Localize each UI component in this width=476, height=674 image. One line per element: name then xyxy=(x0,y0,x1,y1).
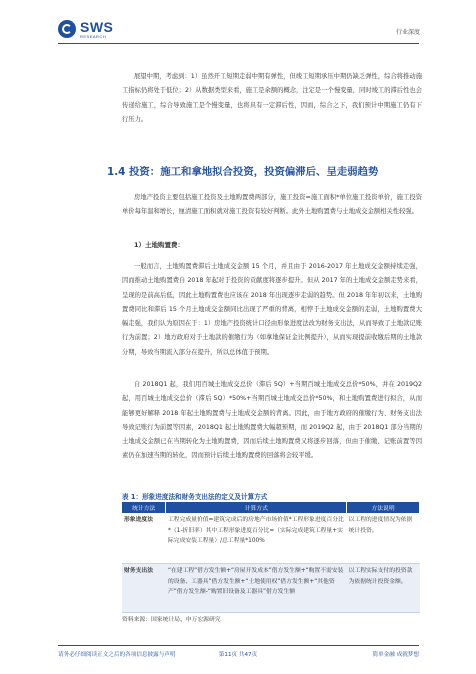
table-row xyxy=(122,564,420,613)
page-number: 第11页 共47页 xyxy=(218,652,258,658)
table-header-method: 统计方法 xyxy=(122,502,166,513)
section-title: 1.4 投资：施工和拿地拟合投资，投资偏滞后、呈走弱趋势 xyxy=(107,166,379,178)
land-paragraph-2 xyxy=(122,378,422,464)
intro-text: 展望中期，考虑到：1）虽然开工短期走弱中期有弹性，但竣工短期承压中期仍缺乏弹性，综合将推动施工指标仍将处于低位；2）从数据类型来看，施工是余额的概念，注定是一个慢变量，同时竣工的滞后性也会传递给施工，综合导致施工是个慢变量，也将具有一定滞后性，因而，综合之下，我们预计中期施工仍有下行压力。 xyxy=(122,73,422,123)
header-divider xyxy=(58,43,419,44)
row-calc: “在建工程”借方发生额+“房屋开发成本”借方发生额+“购置不需安装的设备、工器具”借方发生额+“土地使用权”借方发生额+“其他资产”借方发生额-“购置旧设备及工器具”借方发生额 xyxy=(166,564,347,613)
row-method: 财务支出法 xyxy=(122,564,166,613)
row-calc: 工程完成量价值=建筑完成后的房地产市场价值*工程形象进度百分比*（1-折旧率）其中工程形象进度百分比=（实际完成建筑工程量+实际完成安装工程量）/总工程量*100% xyxy=(166,513,347,564)
footer-slogan: 简单金融 成就梦想 xyxy=(372,652,419,658)
logo-name: SWS xyxy=(80,19,114,35)
report-type-tag: 行业深度 xyxy=(395,29,420,36)
sws-logo-icon xyxy=(58,20,76,38)
land-text-1: 一般而言，土地购置费滞后土地成交金额 15 个月，并且由于 2016-2017 年土地成交金额持续走强，因而推动土地购置费自 2018 年起对于投资的贡献度将逐步提升。但从 2017 年的土地成交金额走势来看，呈现的是前高后低，因此土地购置费也应该在 2018 年出现逐步走弱的趋势。但 2018 年年初以来，土地购置费同比和滞后 15 个月土地成交金额同比出现了严重的背离，相悖于土地成交金额的走弱，土地购置费大幅走强，我们认为原因在于：1）房地产投资统计口径由形象进度法改为财务支出法，从而导致了土地款记账行为前置；2）地方政府对于土地款的催缴行为（如拿地保证金比例提升），从而实现提前收缴后期的土地款分期，导致当期流入部分在提升，所以总体值于预期。 xyxy=(122,263,422,356)
logo-sub: RESEARCH xyxy=(80,34,107,39)
investment-paragraph xyxy=(122,191,422,220)
row-desc: 以工程实际支付的投资款为依据统计投资金额。 xyxy=(347,564,420,613)
table-caption: 表 1：形象进度法和财务支出法的定义及计算方式 xyxy=(122,493,268,501)
page-header xyxy=(0,0,476,52)
land-cost-heading: 1）土地购置费： xyxy=(134,241,185,249)
row-method: 形象进度法 xyxy=(122,513,166,564)
row-desc: 以工程的进度情况为依据统计投资。 xyxy=(347,513,420,564)
sws-logo xyxy=(58,20,113,39)
footer-disclaimer: 请务必仔细阅读正文之后的各项信息披露与声明 xyxy=(58,652,176,658)
table-row xyxy=(122,513,420,564)
land-text-2: 自 2018Q1 起，我们用百城土地成交总价（滞后 5Q）+当期百城土地成交总价*50%，并在 2019Q2 起，用百城土地成交总价（滞后 5Q）*50%+当期百城土地成交总价*50%，和土地购置费进行拟合，从而能够更好解释 2018 年起土地购置费与土地成交金额的背离。因此，由于地方政府的催缴行为、财务支出法导致记账行为前置等因素，2018Q1 起土地购置费大幅超预期，而 2019Q2 起，由于 2018Q1 部分当期的土地成交金额已在当期转化为土地购置费，因而后续土地购置费又将逐步回落，但由于催缴、记账前置等因素仍在加速当期的转化，因而预计后续土地购置费的回落将会较平缓。 xyxy=(122,381,422,460)
method-table xyxy=(122,502,420,613)
investment-text: 房地产投资主要包括施工投资及土地购置费两部分，施工投资=施工面积*单位施工投资单价，施工投资单价每年温和增长，厘清施工面积就对施工投资有较好判断。此外土地购置费与土地成交金额相关性较强。 xyxy=(122,194,422,216)
table-header-calc: 计算方式 xyxy=(166,502,347,513)
footer-divider xyxy=(58,645,419,646)
table-header-row xyxy=(122,502,420,513)
land-paragraph-1 xyxy=(122,260,422,360)
table-header-desc: 方法说明 xyxy=(347,502,420,513)
table-source: 资料来源：国家统计局、申万宏源研究 xyxy=(122,617,221,623)
intro-paragraph xyxy=(122,70,422,127)
